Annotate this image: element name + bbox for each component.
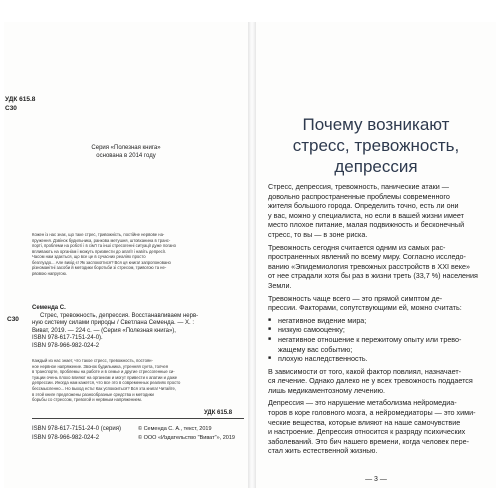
text-line: лишь медикаментозному лечению. bbox=[268, 385, 385, 395]
annotation-line: Часом нам здається, що все це в сучасних реаліях просто bbox=[32, 254, 146, 259]
annotation-line: борьбы со стрессом, тревогой и нервным напряжением. bbox=[32, 397, 142, 403]
bib-line: Виват, 2019. — 224 с. — (Серия «Полезная книга»), bbox=[32, 327, 176, 334]
text-line: В зависимости от того, какой фактор повлиял, назначает- bbox=[268, 366, 462, 376]
text-line: от нее страдали хотя бы раз в жизни треть (33,7 %) населения bbox=[268, 271, 478, 281]
text-line: ся лечение. Однако далеко не у всех тревожность поддается bbox=[268, 376, 473, 386]
annotation-line: бессмысленно... Но выход есть! Как успокоиться? Вся эта книга! Читайте, bbox=[32, 385, 177, 391]
isbn-line: ISBN 978-617-7151-24-0 (серия) bbox=[32, 426, 121, 432]
copyright-line: © ООО «Издательство "Виват"», 2019 bbox=[138, 434, 235, 441]
text-line: место плохое питание, малая подвижность и бесконечный bbox=[268, 220, 465, 230]
isbn-block bbox=[32, 425, 142, 442]
chapter-page bbox=[256, 22, 496, 488]
paragraph bbox=[268, 243, 486, 291]
text-line: заболеваний. Это бич нашего времени, когда человек пере- bbox=[268, 436, 469, 446]
copyright-block bbox=[138, 425, 250, 442]
list-item: ■ негативное отношение к пережитому опыту или трево- жащему вас событию; bbox=[268, 335, 486, 354]
text-line: довольно распространенные проблемы современного bbox=[268, 191, 450, 201]
udk-code-bottom: УДК 615.8 bbox=[204, 410, 233, 416]
russian-annotation bbox=[32, 358, 244, 403]
series-line: основана в 2014 году bbox=[96, 153, 156, 159]
annotation-line: безглуздо... Але вихід є! Як заспокоїтися? Вся ця книга! запропоновано bbox=[32, 259, 171, 265]
series-note bbox=[4, 144, 248, 160]
page-number: — 3 — bbox=[365, 476, 387, 483]
bibliographic-record bbox=[32, 305, 244, 351]
paragraph bbox=[268, 294, 486, 313]
title-line: депрессия bbox=[334, 157, 418, 176]
text-line: торов в коре головного мозга, а нейромедиаторы — это хими- bbox=[268, 408, 476, 418]
text-line: стресс, то вы — в зоне риска. bbox=[268, 229, 368, 239]
annotation-line: різноманітні засоби й методики боротьби зі стресом, тривогою та не- bbox=[32, 265, 167, 270]
book-gutter bbox=[248, 22, 256, 488]
bib-line: ISBN 978-966-982-024-2 bbox=[32, 342, 100, 349]
chapter-body bbox=[268, 182, 486, 459]
bib-line: Стрес, тревожность, депрессия. Восстанавливаем нерв- bbox=[40, 312, 199, 319]
title-line: Почему возникают bbox=[302, 115, 450, 134]
text-line: жителя большого города. Определить точно, есть ли они bbox=[268, 201, 459, 211]
text-line: пространенных явлений по всему миру. Согласно исследо- bbox=[268, 252, 466, 262]
factor-list bbox=[268, 316, 486, 364]
annotation-line: туации очень плохо влияют на организм и могут привести к апатии и даже bbox=[32, 374, 178, 380]
udk-code: УДК 615.8 bbox=[5, 96, 36, 103]
annotation-line: в транспорте, проблемы на работе и в семье и другие стрессогенные си- bbox=[32, 369, 175, 375]
text-line: стал жить естественной жизнью. bbox=[268, 446, 378, 456]
paragraph bbox=[268, 398, 486, 456]
isbn-line: ISBN 978-966-982-024-2 bbox=[32, 434, 100, 441]
shelf-code: С30 bbox=[5, 105, 17, 112]
text-line: Стресс, депрессия, тревожность, панические атаки — bbox=[268, 182, 449, 191]
annotation-line: Каждый из нас знает, что такое стресс, тревожность, постоян- bbox=[32, 358, 153, 363]
text-line: Земли. bbox=[268, 280, 292, 290]
catalog-shelf-code: С30 bbox=[7, 316, 19, 323]
bib-line: ISBN 978-617-7151-24-0). bbox=[32, 335, 103, 342]
title-line: стресс, тревожность, bbox=[292, 136, 460, 155]
text-line: ческие вещества, которые влияют на наше самочувствие bbox=[268, 417, 461, 427]
annotation-line: в этой книге предложены разнообразные средства и методики bbox=[32, 391, 154, 397]
annotation-line: рвовою напругою. bbox=[32, 270, 67, 276]
series-line: Серия «Полезная книга» bbox=[91, 145, 161, 151]
text-line: и настроение. Депрессия относится к разряду психических bbox=[268, 427, 466, 437]
text-line: Тревожность чаще всего — это прямой симптом де- bbox=[268, 293, 443, 303]
annotation-line: впливають на організм і можуть призвести до апатії і навіть депресії. bbox=[32, 248, 167, 254]
text-line: прессии. Факторами, сопутствующими ей, можно считать: bbox=[268, 303, 462, 313]
text-line: ванию «Эпидемиология тревожных расстройств в XXI веке» bbox=[268, 261, 470, 271]
divider bbox=[32, 418, 244, 419]
annotation-line: Кожен із нас знає, що таке стрес, тривожність, постійне нервове на- bbox=[32, 232, 165, 237]
copyright-line: © Семенда С. А., текст, 2019 bbox=[138, 426, 212, 432]
annotation-line: депрессии. Иногда нам кажется, что все это в современных реалиях просто bbox=[32, 380, 181, 386]
author-name: Семенда С. bbox=[32, 305, 66, 311]
list-item: ■ негативное видение мира; bbox=[268, 316, 486, 326]
text-line: Депрессия — это нарушение метаболизма нейромедиа- bbox=[268, 398, 457, 408]
text-line: у вас, можно у специалиста, но если в вашей жизни имеет bbox=[268, 210, 464, 220]
text-line: Тревожность сегодня считается одним из самых рас- bbox=[268, 242, 446, 252]
list-item: ■ плохую наследственность. bbox=[268, 354, 486, 364]
annotation-line: ное нервное напряжение. Звонок будильника, утренняя суета, толчея bbox=[32, 363, 169, 369]
annotation-line: порті, проблеми на роботі і в сім'ї та інші стресогенні ситуації дуже погано bbox=[32, 243, 176, 248]
annotation-line: пруження. Дзвінок будильника, ранкова метушня, штовханина в транс- bbox=[32, 237, 171, 243]
bib-line: ную систему силами природы / Светлана Семенда. — Х. : bbox=[32, 320, 194, 327]
paragraph bbox=[268, 182, 486, 240]
chapter-title bbox=[256, 114, 496, 177]
list-item: ■ низкую самооценку; bbox=[268, 325, 486, 335]
imprint-page bbox=[4, 22, 248, 488]
ukrainian-annotation bbox=[32, 232, 244, 276]
paragraph bbox=[268, 367, 486, 396]
